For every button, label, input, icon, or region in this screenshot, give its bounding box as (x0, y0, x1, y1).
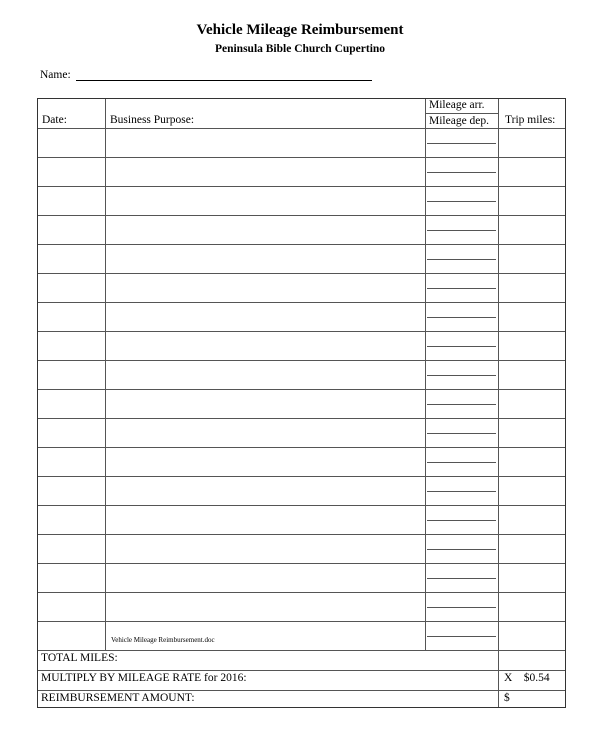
mileage-rate-value: X $0.54 (504, 672, 550, 684)
mileage-split-line (427, 346, 496, 347)
table-row-line (38, 505, 565, 506)
mileage-split-line (427, 259, 496, 260)
mileage-split-line (427, 578, 496, 579)
mileage-header-divider (425, 113, 498, 114)
mileage-split-line (427, 549, 496, 550)
mileage-split-line (427, 230, 496, 231)
totals-row-line (38, 690, 565, 691)
mileage-split-line (427, 317, 496, 318)
trip-miles-column-divider (498, 99, 499, 707)
mileage-departure-header: Mileage dep. (429, 115, 490, 127)
mileage-split-line (427, 607, 496, 608)
table-row-line (38, 186, 565, 187)
purpose-column-header: Business Purpose: (110, 114, 195, 126)
purpose-column-divider (425, 99, 426, 650)
date-column-header: Date: (42, 114, 67, 126)
table-row-line (38, 215, 565, 216)
document-filename-note: Vehicle Mileage Reimbursement.doc (111, 636, 215, 644)
mileage-split-line (427, 491, 496, 492)
table-row-line (38, 273, 565, 274)
table-row-line (38, 157, 565, 158)
table-row-line (38, 360, 565, 361)
date-column-divider (105, 99, 106, 650)
mileage-split-line (427, 288, 496, 289)
reimbursement-amount-value[interactable]: $ (504, 692, 510, 704)
mileage-split-line (427, 172, 496, 173)
reimbursement-amount-label: REIMBURSEMENT AMOUNT: (41, 692, 195, 704)
table-row-line (38, 534, 565, 535)
totals-row-line (38, 670, 565, 671)
mileage-arrival-header: Mileage arr. (429, 99, 485, 111)
organization-name: Peninsula Bible Church Cupertino (214, 43, 386, 55)
mileage-table (37, 98, 566, 708)
table-row-line (38, 476, 565, 477)
name-field[interactable] (76, 80, 372, 81)
page-title: Vehicle Mileage Reimbursement (196, 22, 404, 38)
table-row-line (38, 331, 565, 332)
table-row-line (38, 244, 565, 245)
mileage-split-line (427, 201, 496, 202)
mileage-split-line (427, 636, 496, 637)
mileage-split-line (427, 375, 496, 376)
table-row-line (38, 563, 565, 564)
mileage-split-line (427, 404, 496, 405)
table-row-line (38, 621, 565, 622)
table-row-line (38, 447, 565, 448)
table-row-line (38, 389, 565, 390)
mileage-split-line (427, 143, 496, 144)
table-row-line (38, 650, 565, 651)
total-miles-label: TOTAL MILES: (41, 652, 118, 664)
mileage-rate-label: MULTIPLY BY MILEAGE RATE for 2016: (41, 672, 247, 684)
table-row-line (38, 128, 565, 129)
table-row-line (38, 592, 565, 593)
table-row-line (38, 418, 565, 419)
trip-miles-header: Trip miles: (505, 114, 556, 126)
mileage-split-line (427, 520, 496, 521)
mileage-split-line (427, 433, 496, 434)
name-label: Name: (40, 69, 71, 81)
table-row-line (38, 302, 565, 303)
mileage-split-line (427, 462, 496, 463)
